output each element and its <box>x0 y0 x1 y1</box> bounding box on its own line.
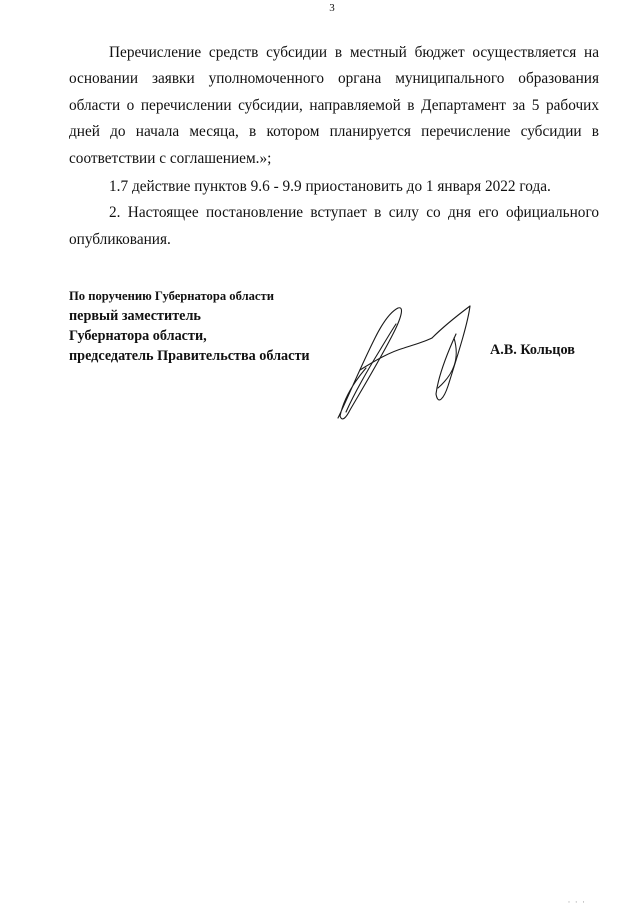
signature-line-position: первый заместитель <box>69 308 201 324</box>
scan-mark-top <box>593 0 604 4</box>
signature-block <box>69 286 310 366</box>
paragraph-subsidy-transfer: Перечисление средств субсидии в местный бюджет осуществляется на основании заявки уполномоченного органа муниципального образования области о перечислении субсидии, направляемой в Департамент за 5 рабочих дней до начала месяца, в котором планируется перечисление субсидии в соответствии с соглашением.»; <box>69 44 599 167</box>
handwritten-signature <box>320 298 480 433</box>
paragraph-item-1-7: 1.7 действие пунктов 9.6 - 9.9 приостановить до 1 января 2022 года. <box>109 178 551 196</box>
paragraph-item-2: 2. Настоящее постановление вступает в силу со дня его официального опубликования. <box>69 204 599 248</box>
signature-line-on-behalf: По поручению Губернатора области <box>69 289 274 303</box>
signature-line-governor: Губернатора области, <box>69 328 207 344</box>
scan-mark-bottom: · · · <box>567 897 586 907</box>
signature-line-chairman: председатель Правительства области <box>69 348 310 364</box>
signer-name: А.В. Кольцов <box>490 342 575 358</box>
page-number: 3 <box>329 2 335 14</box>
document-body <box>69 40 599 253</box>
